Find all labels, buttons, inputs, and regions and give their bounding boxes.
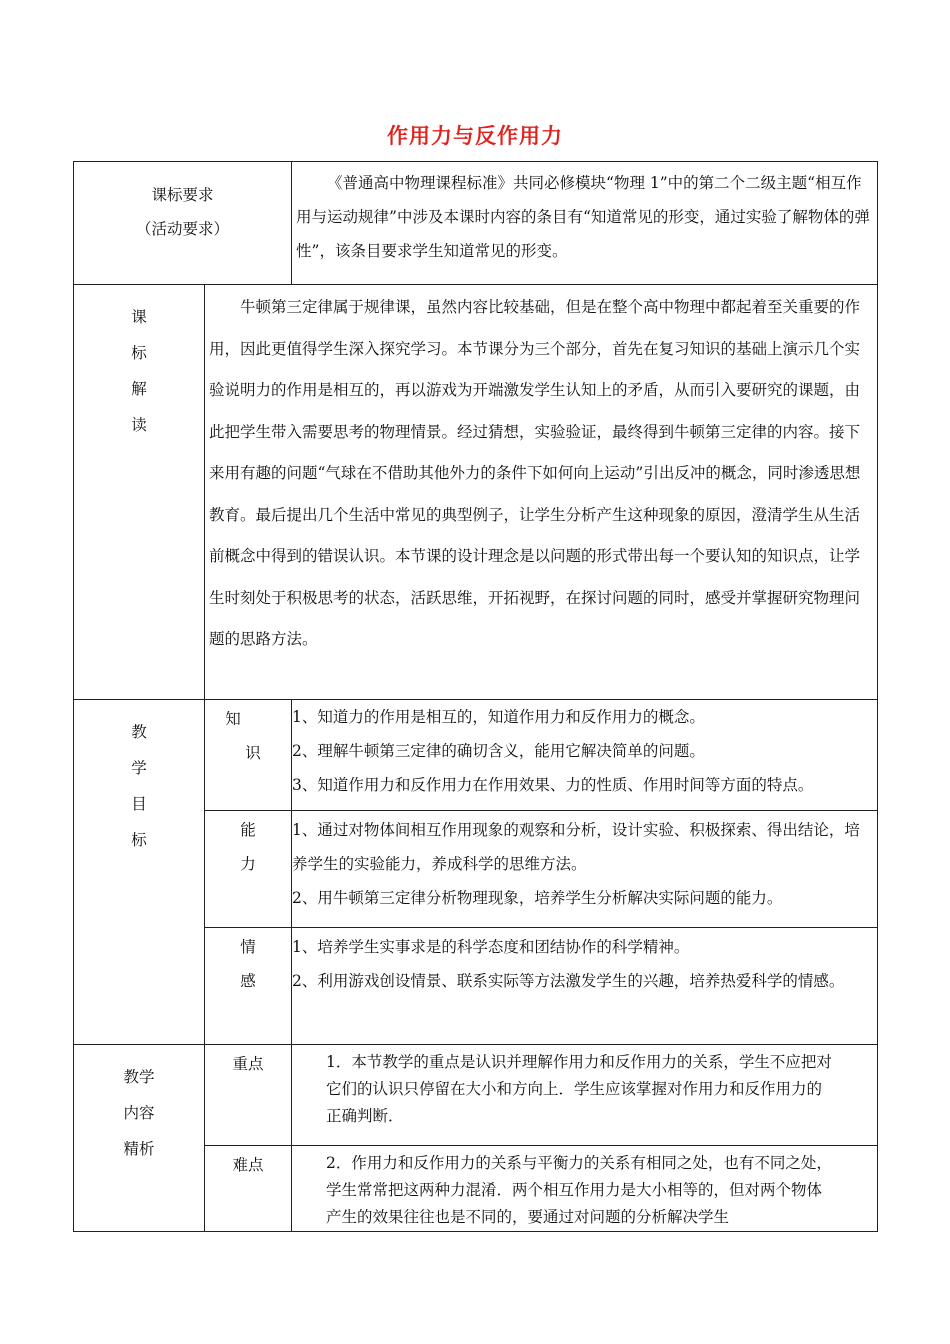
interpretation-header-char: 解	[131, 380, 147, 398]
content-header-line: 精析	[123, 1140, 155, 1158]
ability-label-char: 能	[240, 821, 256, 839]
knowledge-label-char: 识	[245, 744, 261, 762]
ability-item: 2、用牛顿第三定律分析物理现象，培养学生分析解决实际问题的能力。	[292, 889, 783, 907]
difficult-point-text: 2．作用力和反作用力的关系与平衡力的关系有相同之处，也有不同之处，学生常常把这两种力混淆．两个相互作用力是大小相等的，但对两个物体产生的效果往往也是不同的，要通过对问题的分析解决学生	[292, 1146, 878, 1232]
objectives-header-char: 教	[131, 723, 147, 741]
requirement-header-line2: （活动要求）	[136, 220, 230, 238]
content-header	[74, 1045, 205, 1232]
interpretation-header-char: 读	[131, 416, 147, 434]
knowledge-item: 3、知道作用力和反作用力在作用效果、力的性质、作用时间等方面的特点。	[292, 776, 814, 794]
ability-item: 1、通过对物体间相互作用现象的观察和分析，设计实验、积极探索、得出结论，培养学生的实验能力，养成科学的思维方法。	[292, 821, 860, 873]
interpretation-row	[74, 285, 878, 700]
interpretation-header	[74, 285, 205, 700]
emotion-label	[205, 928, 292, 1045]
content-key-row	[74, 1045, 878, 1146]
requirement-text: 《普通高中物理课程标准》共同必修模块“物理 1”中的第二个二级主题“相互作用与运动规律”中涉及本课时内容的条目有“知道常见的形变，通过实验了解物体的弹性”，该条目要求学生知道常见的形变。	[292, 162, 878, 285]
emotion-item: 1、培养学生实事求是的科学态度和团结协作的科学精神。	[292, 938, 690, 956]
interpretation-header-char: 课	[131, 308, 147, 326]
requirement-header-line1: 课标要求	[151, 186, 214, 204]
knowledge-label-char: 知	[225, 710, 241, 728]
requirement-row	[74, 162, 878, 285]
difficult-point-label: 难点	[205, 1146, 292, 1232]
key-point-text: 1．本节教学的重点是认识并理解作用力和反作用力的关系，学生不应把对它们的认识只停留在大小和方向上．学生应该掌握对作用力和反作用力的正确判断．	[292, 1045, 878, 1146]
interpretation-header-char: 标	[131, 344, 147, 362]
knowledge-item: 2、理解牛顿第三定律的确切含义，能用它解决简单的问题。	[292, 742, 705, 760]
requirement-header	[74, 162, 292, 285]
emotion-label-char: 情	[240, 938, 256, 956]
ability-text	[292, 811, 878, 928]
knowledge-label	[205, 700, 292, 811]
objectives-header-char: 目	[131, 795, 147, 813]
interpretation-text: 牛顿第三定律属于规律课，虽然内容比较基础，但是在整个高中物理中都起着至关重要的作用，因此更值得学生深入探究学习。本节课分为三个部分，首先在复习知识的基础上演示几个实验说明力的作用是相互的，再以游戏为开端激发学生认知上的矛盾，从而引入要研究的课题，由此把学生带入需要思考的物理情景。经过猜想，实验验证，最终得到牛顿第三定律的内容。接下来用有趣的问题“气球在不借助其他外力的条件下如何向上运动”引出反冲的概念，同时渗透思想教育。最后提出几个生活中常见的典型例子，让学生分析产生这种现象的原因，澄清学生从生活前概念中得到的错误认识。本节课的设计理念是以问题的形式带出每一个要认知的知识点，让学生时刻处于积极思考的状态，活跃思维，开拓视野，在探讨问题的同时，感受并掌握研究物理问题的思路方法。	[205, 285, 878, 700]
emotion-item: 2、利用游戏创设情景、联系实际等方法激发学生的兴趣，培养热爱科学的情感。	[292, 972, 845, 990]
content-header-line: 教学	[123, 1068, 155, 1086]
lesson-plan-table	[73, 161, 878, 1232]
emotion-text	[292, 928, 878, 1045]
emotion-label-char: 感	[240, 972, 256, 990]
ability-label	[205, 811, 292, 928]
knowledge-item: 1、知道力的作用是相互的，知道作用力和反作用力的概念。	[292, 708, 705, 726]
knowledge-text	[292, 700, 878, 811]
objectives-header-char: 标	[131, 831, 147, 849]
key-point-label: 重点	[205, 1045, 292, 1146]
objectives-header	[74, 700, 205, 1045]
page-title: 作用力与反作用力	[387, 124, 563, 148]
ability-label-char: 力	[240, 855, 256, 873]
objective-knowledge-row	[74, 700, 878, 811]
content-header-line: 内容	[123, 1104, 155, 1122]
objectives-header-char: 学	[131, 759, 147, 777]
